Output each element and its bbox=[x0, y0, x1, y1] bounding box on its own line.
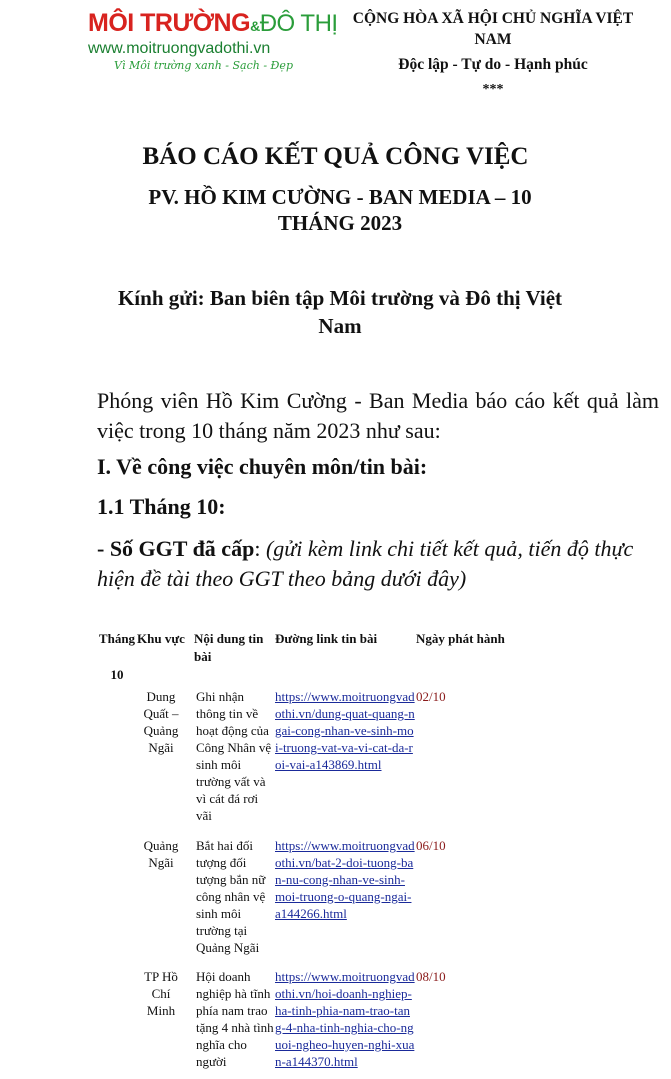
logo-slogan: Vì Môi trường xanh - Sạch - Đẹp bbox=[114, 59, 293, 72]
month-value: 10 bbox=[110, 667, 124, 682]
section-heading-1-1: 1.1 Tháng 10: bbox=[97, 494, 226, 519]
report-title: BÁO CÁO KẾT QUẢ CÔNG VIỆC bbox=[142, 143, 529, 170]
ggt-paragraph bbox=[97, 534, 662, 594]
header-month bbox=[97, 630, 137, 684]
separator-stars: *** bbox=[482, 82, 504, 97]
section-heading-1: I. Về công việc chuyên môn/tin bài: bbox=[97, 454, 428, 479]
newspaper-logo bbox=[88, 10, 338, 74]
logo-ampersand: & bbox=[250, 18, 260, 34]
recipient-line: Kính gửi: Ban biên tập Môi trường và Đô thị Việt Nam bbox=[117, 286, 563, 338]
header-link: Đường link tin bài bbox=[275, 631, 378, 646]
national-title: CỘNG HÒA XÃ HỘI CHỦ NGHĨA VIỆT NAM bbox=[352, 10, 634, 48]
ggt-label: - Số GGT đã cấp bbox=[97, 536, 255, 561]
row-1-area: Dung Quất – Quảng Ngãi bbox=[143, 689, 179, 755]
header-date: Ngày phát hành bbox=[416, 631, 505, 646]
row-3-area: TP Hồ Chí Minh bbox=[144, 969, 178, 1018]
row-3-content: Hội doanh nghiệp hà tĩnh phía nam trao tặng 4 nhà tình nghĩa cho người bbox=[196, 969, 274, 1069]
report-subtitle: PV. HỒ KIM CƯỜNG - BAN MEDIA – 10 THÁNG 2023 bbox=[148, 185, 532, 235]
row-3-link[interactable]: https://www.moitruongvadothi.vn/hoi-doanh-nghiep-ha-tinh-phia-nam-trao-tang-4-nha-tinh-nghia-cho-nguoi-ngheo-huyen-nghi-xuan-a144370.html bbox=[275, 969, 415, 1069]
ggt-note: (gửi kèm link chi tiết kết quả, tiến độ thực hiện đề tài theo GGT theo bảng dưới đây) bbox=[97, 536, 634, 591]
row-2-date: 06/10 bbox=[416, 838, 446, 853]
header-area: Khu vực bbox=[137, 631, 185, 646]
row-1-date: 02/10 bbox=[416, 689, 446, 704]
logo-name-main: MÔI TRƯỜNG bbox=[88, 9, 251, 37]
row-3-date: 08/10 bbox=[416, 969, 446, 984]
intro-paragraph: Phóng viên Hồ Kim Cường - Ban Media báo cáo kết quả làm việc trong 10 tháng năm 2023 như sau: bbox=[97, 388, 659, 443]
logo-url: www.moitruongvadothi.vn bbox=[88, 40, 271, 57]
row-2-link[interactable]: https://www.moitruongvadothi.vn/bat-2-doi-tuong-ban-nu-cong-nhan-ve-sinh-moi-truong-o-quang-ngai-a144266.html bbox=[275, 838, 415, 921]
row-2-area: Quảng Ngãi bbox=[143, 838, 179, 870]
logo-wordmark bbox=[88, 10, 338, 39]
header-month-label: Tháng bbox=[98, 631, 136, 646]
national-motto: Độc lập - Tự do - Hạnh phúc bbox=[398, 56, 588, 73]
row-1-link[interactable]: https://www.moitruongvadothi.vn/dung-quat-quang-ngai-cong-nhan-ve-sinh-moi-truong-vat-va-vi-cat-da-roi-vai-a143869.html bbox=[275, 689, 415, 772]
ggt-colon: : bbox=[254, 536, 266, 561]
logo-name-second: ĐÔ THỊ bbox=[259, 10, 338, 37]
row-1-content: Ghi nhận thông tin về hoạt động của Công Nhân vệ sinh môi trường vất và vì cát đá rơi vãi bbox=[196, 689, 272, 823]
header-content: Nội dung tin bài bbox=[194, 631, 264, 664]
row-2-content: Bắt hai đối tượng đối tượng bắn nữ công nhân vệ sinh môi trường tại Quảng Ngãi bbox=[196, 838, 266, 955]
